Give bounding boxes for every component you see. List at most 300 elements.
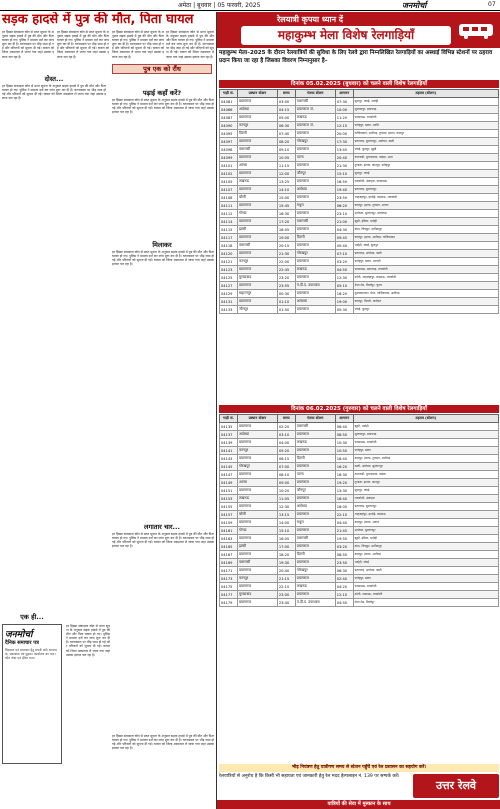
table-cell: 22:10 (335, 511, 353, 519)
table-cell: गाजियाबाद, अलीगढ़, टूण्डला, इटावा, कानपुर (353, 130, 498, 138)
table-cell: प्रयागराज (295, 306, 335, 314)
railway-banner-title: महाकुम्भ मेला विशेष रेलगाड़ियाँ (241, 26, 451, 45)
table-row (220, 527, 499, 535)
table-cell: वाराणसी (295, 423, 335, 431)
table-cell: कानपुर (237, 258, 277, 266)
ad-title: जनमोर्चा (5, 630, 33, 640)
table-cell: 22:00 (277, 258, 295, 266)
railway-footer-area (217, 764, 500, 809)
table-row (220, 226, 499, 234)
table-cell: 19:50 (335, 535, 353, 543)
table-cell: बस्ती, अयोध्या, सुल्तानपुर (353, 463, 498, 471)
table-cell: वाराणसी (237, 146, 277, 154)
table-cell: कानपुर, इटावा, अलीगढ़, गाजियाबाद (353, 234, 498, 242)
table-cell: 18:40 (335, 455, 353, 463)
table-cell: 16:40 (335, 495, 353, 503)
table-cell: शाहजहांपुर, हरदोई, लखनऊ, रायबरेली (353, 194, 498, 202)
table-row (220, 535, 499, 543)
table-cell: लखनऊ (295, 266, 335, 274)
table-cell: गोरखपुर (295, 138, 335, 146)
news-column-7: हर हिस्सा संवादाता स्रोत से प्राप्त सूचना के अनुसार सड़क हादसे में पुत्र की मौत और पिता घायल हो गए। पुलिस ने मामला दर्ज कर जांच शुरू कर दी है। घटनास्थल पर भीड़ जमा हो गई और परिजनों को सूचना दी गई। घायल को जिला अस्पताल ले जाया गया जहां उसका इलाज चल रहा है। (112, 250, 214, 267)
table-cell: 04149 (220, 479, 238, 487)
table-cell: टूण्डला, इटावा, कानपुर, फतेहपुर (353, 162, 498, 170)
table-cell: गोरखपुर (295, 250, 335, 258)
table-cell: 22:45 (277, 266, 295, 274)
table-cell: प्रयागराज (295, 559, 335, 567)
table-cell: मुरादाबाद (237, 591, 277, 599)
table-cell: अम्बाला (295, 298, 335, 306)
table-cell: कानपुर, इटावा, आगरा (353, 519, 498, 527)
train-table-2 (219, 414, 499, 607)
table-cell: 04086 (220, 106, 238, 114)
table-cell: 04:20 (335, 583, 353, 591)
table-cell: 04131 (220, 298, 238, 306)
table-cell: प्रयागराज (237, 138, 277, 146)
table-cell: 14:10 (277, 186, 295, 194)
table-cell: 19:20 (335, 479, 353, 487)
table-cell: 04099 (220, 154, 238, 162)
table-row (220, 447, 499, 455)
table-row (220, 290, 499, 298)
table-cell: सुल्तानपुर, प्रतापगढ़ (353, 106, 498, 114)
table-cell: बरेली, शाहजहांपुर, लखनऊ, रायबरेली (353, 274, 498, 282)
table-row (220, 511, 499, 519)
table-cell: 10:50 (335, 447, 353, 455)
page-header (0, 0, 500, 11)
table-cell: 03:20 (335, 543, 353, 551)
table-cell: 04125 (220, 274, 238, 282)
table-cell: प्रयागराज (295, 479, 335, 487)
news-subheading: लगातार चार... (144, 523, 180, 531)
table-cell: 04115 (220, 226, 238, 234)
table-cell: 04101 (220, 162, 238, 170)
table-cell: प्रयागराज (295, 527, 335, 535)
northern-railway-logo: उत्तर रेलवे (413, 774, 499, 798)
news-column-4: हर हिस्सा संवादाता स्रोत से प्राप्त सूचना के अनुसार सड़क हादसे में पुत्र की मौत और पिता घायल हो गए। पुलिस ने मामला दर्ज कर जांच शुरू कर दी है। घटनास्थल पर भीड़ जमा हो गई और परिजनों को सूचना दी गई। घायल को जिला अस्पताल ले जाया गया जहां उसका इलाज चल रहा है। (166, 30, 214, 59)
table-cell: 04087 (220, 114, 238, 122)
table-cell: अयोध्या, सुल्तानपुर (353, 527, 498, 535)
table-cell: प्रयागराज (237, 234, 277, 242)
table-cell: 05:10 (335, 282, 353, 290)
table-cell: 06:20 (335, 202, 353, 210)
table-cell: 04133 (220, 306, 238, 314)
table-cell: 04107 (220, 186, 238, 194)
table-row (220, 423, 499, 431)
table-cell: झांसी (237, 543, 277, 551)
table-cell: दिल्ली (295, 234, 335, 242)
table-cell: फतेहपुर, खागा, भरवारी (353, 258, 498, 266)
table-cell: 09:45 (335, 234, 353, 242)
news-column-3: हर हिस्सा संवादाता स्रोत से प्राप्त सूचना के अनुसार सड़क हादसे में पुत्र की मौत और पिता घायल हो गए। पुलिस ने मामला दर्ज कर जांच शुरू कर दी है। घटनास्थल पर भीड़ जमा हो गई और परिजनों को सूचना दी गई। घायल को जिला अस्पताल ले जाया गया जहां उसका इलाज चल रहा है। (112, 30, 164, 59)
table-cell: प्रयागराज (237, 471, 277, 479)
table-cell: 04137 (220, 431, 238, 439)
table-row (220, 495, 499, 503)
table-cell: 15:10 (335, 170, 353, 178)
table-cell: 23:55 (277, 282, 295, 290)
table-cell: वाराणसी (295, 535, 335, 543)
table-cell: अयोध्या (295, 503, 335, 511)
table-cell: 04159 (220, 519, 238, 527)
table-row (220, 218, 499, 226)
table-cell: 20:00 (335, 130, 353, 138)
train-icon (457, 20, 495, 40)
table-cell: बरेली, लखनऊ, रायबरेली (353, 591, 498, 599)
table-cell: प्रयागराज (237, 250, 277, 258)
table-cell: 04177 (220, 591, 238, 599)
table-cell: प्रयागराज (237, 583, 277, 591)
table-cell: जौनपुर (295, 170, 335, 178)
table-cell: मुजफ्फरनगर, मेरठ, गाजियाबाद, अलीगढ़ (353, 290, 498, 298)
table-cell: 04141 (220, 447, 238, 455)
table-cell: प्रतापगढ़, सुल्तानपुर (353, 186, 498, 194)
table-cell: 21:15 (277, 575, 295, 583)
news-column-2: हर हिस्सा संवादाता स्रोत से प्राप्त सूचना के अनुसार सड़क हादसे में पुत्र की मौत और पिता घायल हो गए। पुलिस ने मामला दर्ज कर जांच शुरू कर दी है। घटनास्थल पर भीड़ जमा हो गई और परिजनों को सूचना दी गई। घायल को जिला अस्पताल ले जाया गया जहां उसका इलाज चल रहा है। (57, 30, 109, 59)
table-row (220, 591, 499, 599)
table-cell: जौनपुर (295, 487, 335, 495)
table-row (220, 274, 499, 282)
table-cell: 04175 (220, 583, 238, 591)
table-cell: 04157 (220, 511, 238, 519)
table-cell: 20:40 (335, 154, 353, 162)
table-cell: पं.दी.द. उपाध्याय (295, 599, 335, 607)
table-cell: प्रयागराज (295, 274, 335, 282)
table-cell: प्रयागराज (237, 599, 277, 607)
table-cell: प्रयागराज (295, 290, 335, 298)
table-cell: 13:25 (277, 178, 295, 186)
table-cell: 19:00 (335, 298, 353, 306)
table-cell: 04167 (220, 551, 238, 559)
table-cell: प्रयागराज (295, 130, 335, 138)
table-cell: प्रयागराज (237, 455, 277, 463)
table-row (220, 234, 499, 242)
column-header: आगमन (335, 90, 353, 98)
helpline-text: रेलयात्रियों से अनुरोध है कि किसी भी सहायता एवं जानकारी हेतु रेल मदद हेल्पलाइन नं. 139 पर सम्पर्क करें। (219, 774, 400, 779)
table-cell: 15:00 (277, 194, 295, 202)
table-cell: प्रयागराज (237, 170, 277, 178)
table-cell: लखनऊ (237, 495, 277, 503)
dateline: अमेठा | बुधवार | 05 फरवरी, 2025 (178, 2, 261, 9)
table-cell: 23:20 (277, 274, 295, 282)
table-cell: 18:50 (335, 178, 353, 186)
table-cell: प्रयागराज (237, 439, 277, 447)
table-cell: 04117 (220, 234, 238, 242)
table-cell: 04:40 (335, 519, 353, 527)
table-cell: 23:10 (335, 210, 353, 218)
table-cell: बांदा, चित्रकूट, मानिकपुर (353, 226, 498, 234)
table-cell: 13:30 (335, 487, 353, 495)
railway-note: भीड़ नियंत्रण हेतु यात्रीगण समय से स्टेशन पहुँचें एवं रेल प्रशासन का सहयोग करें। (219, 764, 499, 772)
table-cell: 04118 (220, 242, 238, 250)
table-cell: 06:30 (277, 122, 295, 130)
table-cell: फूलपुर, जंघई, भदोही (353, 98, 498, 106)
table-row (220, 266, 499, 274)
table-cell: 21:00 (335, 218, 353, 226)
table-cell: लखनऊ (295, 439, 335, 447)
column-header: गाड़ी सं. (220, 415, 238, 423)
table-cell: गोरखपुर (295, 567, 335, 575)
table-cell: 02:20 (277, 423, 295, 431)
table-cell: 04169 (220, 559, 238, 567)
table-row (220, 479, 499, 487)
table-cell: 04147 (220, 471, 238, 479)
table-cell: 12:10 (335, 591, 353, 599)
table-cell: 21:30 (335, 162, 353, 170)
table-cell: 13:15 (277, 511, 295, 519)
table-cell: प्रयागराज (295, 258, 335, 266)
table-row (220, 146, 499, 154)
news-column-8: हर हिस्सा संवादाता स्रोत से प्राप्त सूचना के अनुसार सड़क हादसे में पुत्र की मौत और पिता घायल हो गए। पुलिस ने मामला दर्ज कर जांच शुरू कर दी है। घटनास्थल पर भीड़ जमा हो गई और परिजनों को सूचना दी गई। घायल को जिला अस्पताल ले जाया गया जहां उसका इलाज चल रहा है। (112, 532, 214, 549)
railway-top-line: रेलयात्री कृपया ध्यान दें (277, 15, 344, 24)
table-cell: 03:00 (277, 98, 295, 106)
news-subheading: पढ़ाई कहाँ करें? (142, 89, 182, 97)
table-cell: 19:00 (277, 234, 295, 242)
table-cell: गोण्डा (237, 210, 277, 218)
table-cell: प्रतापगढ़, अयोध्या, बस्ती (353, 567, 498, 575)
table-row (220, 455, 499, 463)
table-cell: अयोध्या, सुल्तानपुर, प्रतापगढ़ (353, 210, 498, 218)
railway-intro: महाकुम्भ मेला–2025 के दौरान रेलयात्रियों की सुविधा के लिए रेलवे द्वारा निम्नलिखित रेलगाड़ियों का अस्थाई विभिन्न स्टेशनों पर ठहराव प्रदान किया जा रहा है जिसका विवरण निम्नानुसार है– (219, 50, 493, 64)
table-cell: 04151 (220, 487, 238, 495)
table-row (220, 186, 499, 194)
table-cell: गोण्डा (237, 527, 277, 535)
day-band-1: दिनांक 05.02.2025 (बुधवार) को चलने वाली विशेष रेलगाड़ियाँ (219, 80, 499, 88)
table-cell: 16:05 (277, 535, 295, 543)
table-cell: 20:40 (277, 567, 295, 575)
table-cell: 04173 (220, 575, 238, 583)
table-cell: कानपुर (237, 447, 277, 455)
table-row (220, 242, 499, 250)
table-cell: 09:10 (277, 146, 295, 154)
table-cell: 07:40 (277, 130, 295, 138)
table-cell: प्रयागराज (237, 567, 277, 575)
table-cell: 04123 (220, 266, 238, 274)
column-header: ठहराव (स्टेशन) (353, 415, 498, 423)
news-column-9: हर हिस्सा संवादाता स्रोत से प्राप्त सूचना के अनुसार सड़क हादसे में पुत्र की मौत और पिता घायल हो गए। पुलिस ने मामला दर्ज कर जांच शुरू कर दी है। घटनास्थल पर भीड़ जमा हो गई और परिजनों को सूचना दी गई। घायल को जिला अस्पताल ले जाया गया जहां उसका इलाज चल रहा है। (66, 624, 110, 657)
table-cell: 04095 (220, 130, 238, 138)
table-cell: 04145 (220, 463, 238, 471)
table-cell: प्रयागराज (237, 282, 277, 290)
table-cell: 12:30 (277, 503, 295, 511)
table-cell: 04111 (220, 202, 238, 210)
table-cell: लखनऊ (237, 178, 277, 186)
table-cell: सुल्तानपुर, प्रतापगढ़ (353, 431, 498, 439)
table-cell: झांसी (237, 226, 277, 234)
table-cell: वाराणसी (237, 242, 277, 250)
table-cell: फूलपुर, जंघई (353, 487, 498, 495)
table-cell: 04102 (220, 170, 238, 178)
table-cell: दिल्ली (295, 455, 335, 463)
table-row (220, 487, 499, 495)
table-cell: 06:15 (277, 455, 295, 463)
table-cell: 04171 (220, 567, 238, 575)
table-row (220, 170, 499, 178)
table-cell: 23:50 (335, 559, 353, 567)
table-cell: दिल्ली (295, 551, 335, 559)
table-cell: 16:20 (335, 463, 353, 471)
table-cell: 04:50 (335, 266, 353, 274)
table-cell: प्रयागराज (295, 210, 335, 218)
table-cell: झूसी, हंडिया, भदोही (353, 218, 498, 226)
table-row (220, 503, 499, 511)
column-header: गाड़ी सं. (220, 90, 238, 98)
table-cell: प्रयागराज (237, 519, 277, 527)
table-cell: प्रयागराज (237, 114, 277, 122)
table-cell: 23:50 (335, 194, 353, 202)
table-cell: 16:20 (335, 290, 353, 298)
table-cell: फाफामऊ, रायबरेली (353, 583, 498, 591)
news-column-10: हर हिस्सा संवादाता स्रोत से प्राप्त सूचना के अनुसार सड़क हादसे में पुत्र की मौत और पिता घायल हो गए। पुलिस ने मामला दर्ज कर जांच शुरू कर दी है। घटनास्थल पर भीड़ जमा हो गई और परिजनों को सूचना दी गई। घायल को जिला अस्पताल ले जाया गया जहां उसका इलाज चल रहा है। (112, 734, 214, 751)
ad-text: विज्ञापन एवं समाचार हेतु संपर्क करें। सम्पादक, प्रकाशक एवं मुद्रक। कार्यालय का पता। फोन नंबर एवं ईमेल पता। (5, 648, 57, 661)
table-row (220, 575, 499, 583)
table-row (220, 258, 499, 266)
table-row (220, 439, 499, 447)
table-cell: 04114 (220, 218, 238, 226)
table-cell: प्रयागराज (237, 266, 277, 274)
news-subheading: एक ही... (20, 613, 44, 621)
table-cell: 04112 (220, 210, 238, 218)
news-headline: सड़क हादसे में पुत्र की मौत, पिता घायल (2, 12, 194, 27)
table-cell: 04161 (220, 527, 238, 535)
table-cell: प्रयागराज (237, 98, 277, 106)
table-row (220, 463, 499, 471)
table-cell: 07:00 (277, 463, 295, 471)
table-cell: मथुरा (295, 202, 335, 210)
table-cell: लखनऊ (295, 583, 335, 591)
table-cell: 04121 (220, 258, 238, 266)
table-cell: 04120 (220, 250, 238, 258)
table-cell: वाराणसी, मुगलसराय, बक्सर (353, 471, 498, 479)
table-cell: प्रतापगढ़, सुल्तानपुर (353, 503, 498, 511)
table-cell: बांदा, चित्रकूट, मानिकपुर (353, 543, 498, 551)
table-cell: 04155 (220, 503, 238, 511)
table-cell: कानपुर (237, 122, 277, 130)
news-column-6: हर हिस्सा संवादाता स्रोत से प्राप्त सूचना के अनुसार सड़क हादसे में पुत्र की मौत और पिता घायल हो गए। पुलिस ने मामला दर्ज कर जांच शुरू कर दी है। घटनास्थल पर भीड़ जमा हो गई और परिजनों को सूचना दी गई। घायल को जिला अस्पताल ले जाया गया जहां उसका इलाज चल रहा है। (112, 98, 214, 115)
column-header: गंतव्य स्टेशन (295, 415, 335, 423)
table-cell: प्रयागराज (295, 242, 335, 250)
table-cell: 23:00 (277, 591, 295, 599)
table-cell: 08:20 (277, 138, 295, 146)
table-cell: प्रतापगढ़, अयोध्या, बस्ती (353, 250, 498, 258)
table-cell: 05:30 (335, 306, 353, 314)
table-cell: 04:15 (277, 106, 295, 114)
table-cell: प्रयागराज (295, 162, 335, 170)
day-band-2: दिनांक 06.02.2025 (गुरुवार) को चलने वाली विशेष रेलगाड़ियाँ (219, 405, 499, 413)
table-cell: 12:00 (277, 170, 295, 178)
table-cell: कानपुर, इटावा, टूण्डला, अलीगढ़ (353, 455, 498, 463)
column-header: समय (277, 415, 295, 423)
table-cell: गोरखपुर (237, 463, 277, 471)
table-cell: प्रयागराज (295, 495, 335, 503)
table-cell: वाराणसी (295, 98, 335, 106)
table-cell: 08:10 (277, 471, 295, 479)
table-cell: 17:00 (277, 543, 295, 551)
table-row (220, 106, 499, 114)
railway-notice (216, 12, 500, 809)
table-cell: प्रयागराज (237, 551, 277, 559)
table-cell: 04105 (220, 178, 238, 186)
table-cell: फतेहपुर, खागा, मनौरी (353, 122, 498, 130)
table-cell: 10:05 (277, 154, 295, 162)
table-cell: पटना (295, 471, 335, 479)
page-number: 07 (488, 1, 496, 8)
table-cell: मुरादाबाद (237, 274, 277, 282)
table-cell: मथुरा (295, 519, 335, 527)
table-cell: 04097 (220, 138, 238, 146)
table-cell: 04153 (220, 495, 238, 503)
table-cell: 13:45 (335, 146, 353, 154)
table-cell: 20:15 (277, 242, 295, 250)
table-cell: 11:05 (277, 495, 295, 503)
table-cell: रायबरेली, ऊंचाहार, फाफामऊ (353, 178, 498, 186)
table-cell: प्रयागराज (295, 226, 335, 234)
table-cell: कानपुर, इटावा, अलीगढ़ (353, 551, 498, 559)
table-row (220, 210, 499, 218)
table-cell: अयोध्या (237, 431, 277, 439)
table-cell: 10:20 (277, 487, 295, 495)
table-row (220, 519, 499, 527)
table-cell: 04179 (220, 599, 238, 607)
table-cell: 10:00 (335, 106, 353, 114)
table-cell: कानपुर (237, 575, 277, 583)
table-row (220, 122, 499, 130)
table-cell: सहारनपुर (237, 290, 277, 298)
table-cell: 19:30 (277, 559, 295, 567)
table-cell: पटना (295, 154, 335, 162)
table-cell: जंघई, फूलपुर (353, 306, 498, 314)
table-cell: फतेहपुर, खागा (353, 575, 498, 583)
table-row (220, 194, 499, 202)
table-cell: कानपुर, इटावा, टूण्डला, आगरा (353, 202, 498, 210)
table-cell: प्रयागराज (295, 146, 335, 154)
table-cell: वाराणसी (237, 559, 277, 567)
table-row (220, 178, 499, 186)
column-header: समय (277, 90, 295, 98)
table-row (220, 114, 499, 122)
table-cell: 23:40 (277, 599, 295, 607)
table-cell: 05:00 (277, 114, 295, 122)
table-cell: प्रयागराज (295, 543, 335, 551)
table-cell: प्रयागराज (295, 591, 335, 599)
table-cell: 01:50 (277, 306, 295, 314)
table-cell: 22:10 (277, 583, 295, 591)
table-cell: 21:45 (335, 527, 353, 535)
news-subheading-boxed: पुत्र एक को रौंध (112, 64, 212, 74)
table-cell: बरेली (237, 194, 277, 202)
table-cell: झूसी, हंडिया, भदोही (353, 535, 498, 543)
table-cell: प्रयागराज जं. (295, 122, 335, 130)
column-header: आगमन (335, 415, 353, 423)
table-cell: प्रयागराज (295, 431, 335, 439)
table-cell: 09:00 (277, 479, 295, 487)
table-row (220, 154, 499, 162)
table-row (220, 567, 499, 575)
table-cell: 21:30 (277, 250, 295, 258)
table-cell: 04129 (220, 290, 238, 298)
table-cell: 03:20 (335, 258, 353, 266)
table-cell: प्रयागराज जं. (295, 106, 335, 114)
table-header-row (220, 415, 499, 423)
table-row (220, 471, 499, 479)
table-cell: भदोही, जंघई, फूलपुर (353, 242, 498, 250)
table-cell: 12:15 (335, 122, 353, 130)
table-cell: 18:00 (335, 503, 353, 511)
table-row (220, 306, 499, 314)
table-cell: जंघई, फूलपुर, झूसी (353, 146, 498, 154)
masthead-ad-box (2, 624, 62, 764)
table-cell: 08:50 (335, 431, 353, 439)
table-cell: अयोध्या (237, 106, 277, 114)
table-row (220, 138, 499, 146)
